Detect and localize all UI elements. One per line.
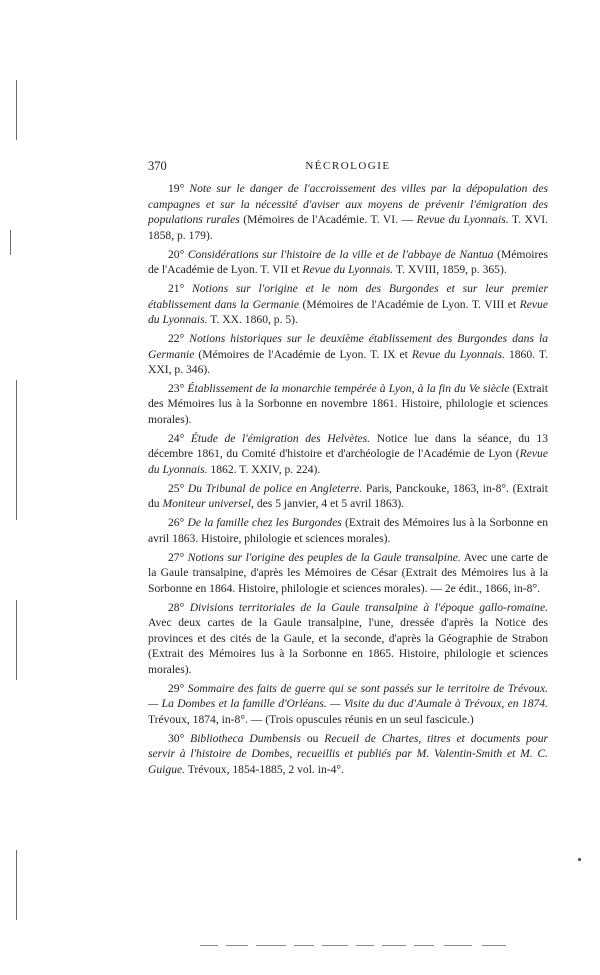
page-number: 370 — [148, 159, 167, 173]
scan-speck — [578, 858, 581, 861]
scan-bottom-dashes — [200, 945, 520, 947]
list-item: 19° Note sur le danger de l'accroissement des villes par la dépopulation des campagnes et sur la nécessité d'aviser aux moyens de prévenir l'émigration des populations rurales (Mémoires de l'Académie. T. VI. — Revue du Lyonnais. T. XVI. 1858, p. 179). — [148, 182, 549, 242]
list-item: 25° Du Tribunal de police en Angleterre. Paris, Panckouke, 1863, in-8°. (Extrait du Moniteur universel, des 5 janvier, 4 et 5 avril 1863). — [148, 481, 548, 511]
scan-margin-mark — [16, 850, 17, 920]
running-header — [148, 157, 548, 175]
list-item: 27° Notions sur l'origine des peuples de la Gaule transalpine. Avec une carte de la Gaule transalpine, d'après les Mémoires de César (Extrait des Mémoires lus à la Sorbonne en 1864. Histoire, philologie et sciences morales). — 2e édit., 1866, in-8°. — [148, 550, 548, 595]
list-item: 26° De la famille chez les Burgondes (Extrait des Mémoires lus à la Sorbonne en avril 1863. Histoire, philologie et sciences morales). — [148, 516, 548, 545]
list-item: 23° Établissement de la monarchie tempérée à Lyon, à la fin du Ve siècle (Extrait des Mémoires lus à la Sorbonne en novembre 1861. Histoire, philologie et sciences morales). — [148, 381, 548, 427]
list-item: 28° Divisions territoriales de la Gaule transalpine à l'époque gallo-romaine. Avec deux cartes de la Gaule transalpine, l'une, dressée d'après la Notice des provinces et des cités de la Gaule, et la seconde, d'après la Géographie de Strabon (Extrait des Mémoires lus à la Sorbonne en 1865. Histoire, philologie et sciences morales). — [148, 600, 548, 676]
bibliography-list — [148, 181, 548, 781]
list-item: 22° Notions historiques sur le deuxième établissement des Burgondes dans la Germanie (Mémoires de l'Académie de Lyon. T. IX et Revue du Lyonnais. 1860. T. XXI, p. 346). — [148, 331, 548, 377]
running-title: NÉCROLOGIE — [305, 160, 391, 172]
list-item: 29° Sommaire des faits de guerre qui se sont passés sur le territoire de Trévoux. — La Dombes et la famille d'Orléans. — Visite du duc d'Aumale à Trévoux, en 1874. Trévoux, 1874, in-8°. — (Trois opuscules réunis en un seul fascicule.) — [148, 681, 548, 726]
list-item: 30° Bibliotheca Dumbensis ou Recueil de Chartes, titres et documents pour servir à l'histoire de Dombes, recueillis et publiés par M. Valentin-Smith et M. C. Guigue. Trévoux, 1854-1885, 2 vol. in-4°. — [148, 731, 549, 776]
scan-margin-mark — [16, 600, 17, 680]
scan-margin-mark — [10, 230, 11, 255]
list-item: 21° Notions sur l'origine et le nom des Burgondes et sur leur premier établissement dans la Germanie (Mémoires de l'Académie de Lyon. T. VIII et Revue du Lyonnais. T. XX. 1860, p. 5). — [148, 281, 548, 327]
list-item: 24° Étude de l'émigration des Helvètes. Notice lue dans la séance, du 13 décembre 1861, du Comité d'histoire et d'archéologie de l'Académie de Lyon (Revue du Lyonnais. 1862. T. XXIV, p. 224). — [148, 431, 548, 477]
scan-margin-mark — [16, 380, 17, 520]
scan-margin-mark — [16, 80, 17, 140]
list-item: 20° Considérations sur l'histoire de la ville et de l'abbaye de Nantua (Mémoires de l'Académie de Lyon. T. VII et Revue du Lyonnais. T. XVIII, 1859, p. 365). — [148, 247, 548, 277]
